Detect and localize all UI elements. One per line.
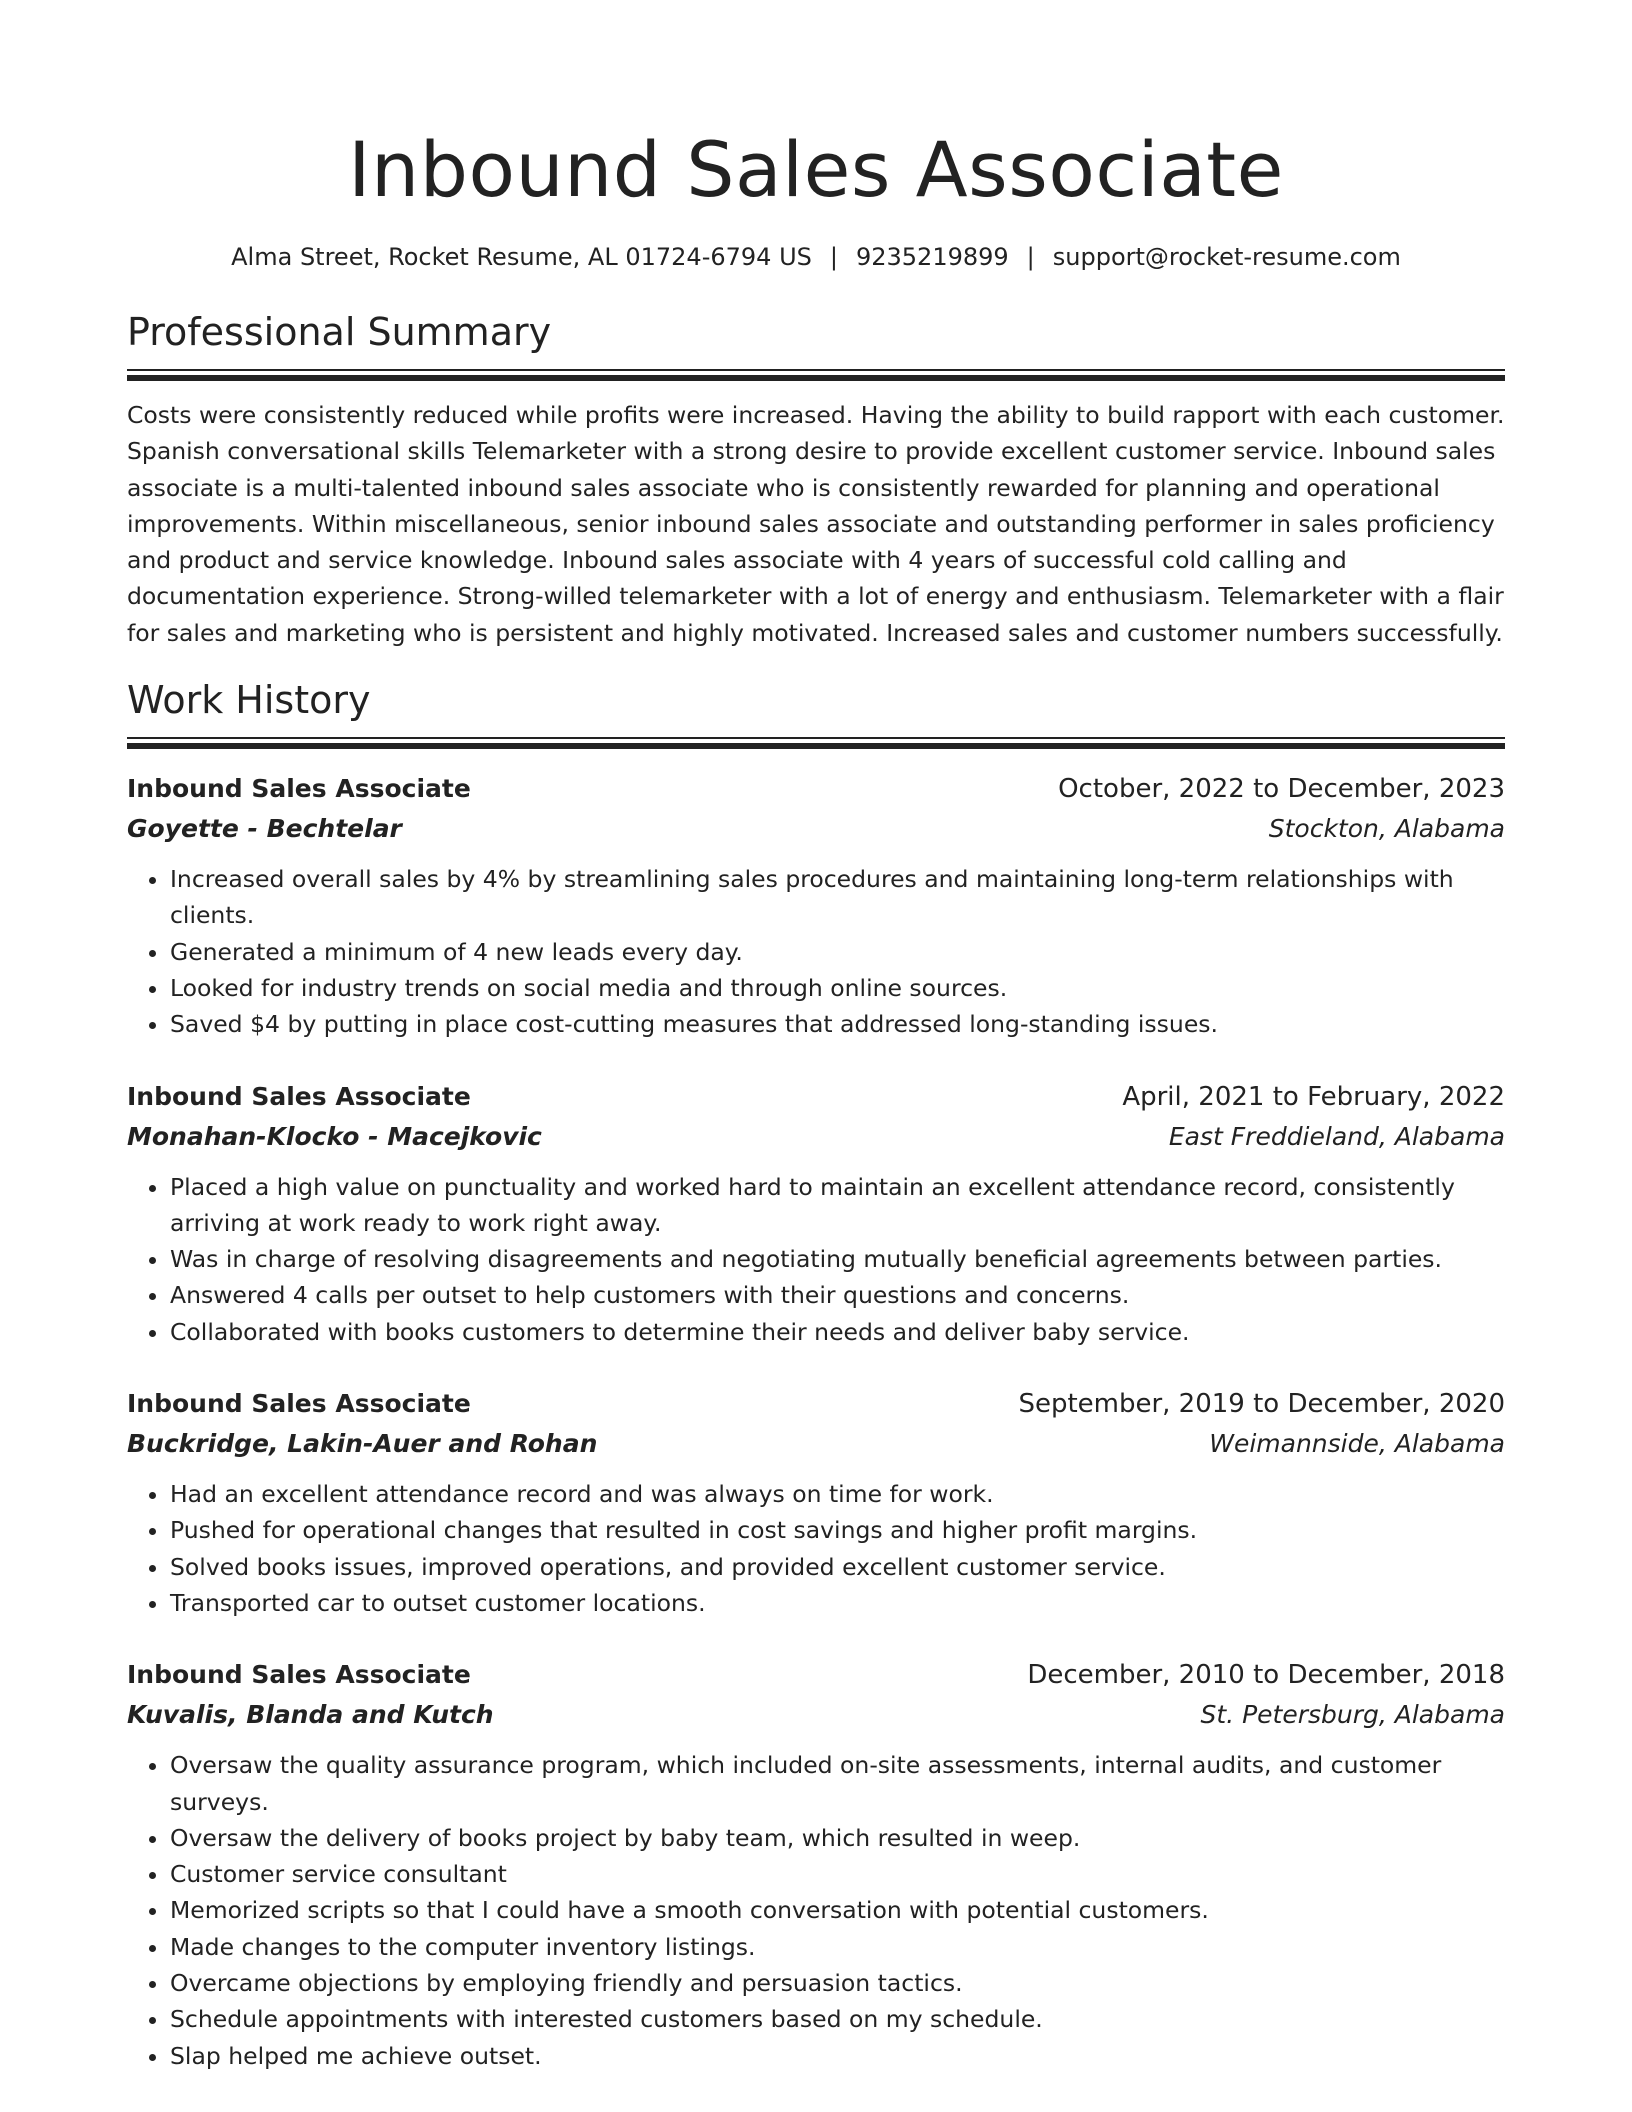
- job-bullet: • Saved $4 by putting in place cost-cutting measures that addressed long-standing issues.: [170, 1006, 1505, 1042]
- job-dates: December, 2010 to December, 2018: [1027, 1660, 1505, 1691]
- job-company: Monahan-Klocko - Macejkovic: [127, 1121, 542, 1151]
- job-bullet: • Pushed for operational changes that resulted in cost savings and higher profit margins.: [170, 1512, 1505, 1548]
- job-location: Stockton, Alabama: [1268, 814, 1505, 844]
- job-title: Inbound Sales Associate: [127, 1389, 471, 1419]
- job-bullet: • Transported car to outset customer locations.: [170, 1585, 1505, 1621]
- summary-section: [127, 307, 1505, 651]
- job-header-row: [127, 1077, 1505, 1117]
- job-company: Kuvalis, Blanda and Kutch: [127, 1700, 494, 1730]
- job-bullets: [127, 1747, 1505, 2074]
- contact-separator: |: [1026, 243, 1035, 271]
- job-bullet: • Customer service consultant: [170, 1856, 1505, 1892]
- job-entry: [127, 1655, 1505, 2074]
- job-bullets: [127, 1476, 1505, 1621]
- job-bullets: [127, 1169, 1505, 1350]
- job-bullet: • Collaborated with books customers to determine their needs and deliver baby service.: [170, 1314, 1505, 1350]
- job-company: Buckridge, Lakin-Auer and Rohan: [127, 1429, 598, 1459]
- job-bullet: • Made changes to the computer inventory listings.: [170, 1929, 1505, 1965]
- job-bullet: • Generated a minimum of 4 new leads every day.: [170, 934, 1505, 970]
- contact-line: [127, 240, 1505, 274]
- job-header-row: [127, 769, 1505, 809]
- job-bullet: • Slap helped me achieve outset.: [170, 2038, 1505, 2074]
- job-bullet: • Had an excellent attendance record and was always on time for work.: [170, 1476, 1505, 1512]
- job-location: Weimannside, Alabama: [1209, 1429, 1505, 1459]
- job-bullet: • Schedule appointments with interested customers based on my schedule.: [170, 2001, 1505, 2037]
- job-header-row: [127, 1655, 1505, 1695]
- job-bullet: • Placed a high value on punctuality and worked hard to maintain an excellent attendance record, consistently arriving at work ready to work right away.: [170, 1169, 1505, 1242]
- summary-text: Costs were consistently reduced while profits were increased. Having the ability to build rapport with each customer. Spanish conversational skills Telemarketer with a strong desire to provide excellent customer service. Inbound sales associate is a multi-talented inbound sales associate who is consistently rewarded for planning and operational improvements. Within miscellaneous, senior inbound sales associate and outstanding performer in sales proficiency and product and service knowledge. Inbound sales associate with 4 years of successful cold calling and documentation experience. Strong-willed telemarketer with a lot of energy and enthusiasm. Telemarketer with a flair for sales and marketing who is persistent and highly motivated. Increased sales and customer numbers successfully.: [127, 401, 1505, 647]
- job-bullet: • Answered 4 calls per outset to help customers with their questions and concerns.: [170, 1277, 1505, 1313]
- job-company-row: [127, 1117, 1505, 1157]
- job-dates: October, 2022 to December, 2023: [1058, 774, 1505, 805]
- job-bullet: • Was in charge of resolving disagreements and negotiating mutually beneficial agreements between parties.: [170, 1241, 1505, 1277]
- job-company-row: [127, 809, 1505, 849]
- job-title: Inbound Sales Associate: [127, 1081, 471, 1111]
- job-bullet: • Oversaw the delivery of books project by baby team, which resulted in weep.: [170, 1820, 1505, 1856]
- job-company-row: [127, 1695, 1505, 1735]
- job-bullet: • Solved books issues, improved operations, and provided excellent customer service.: [170, 1549, 1505, 1585]
- job-entry: [127, 1077, 1505, 1350]
- job-company-row: [127, 1424, 1505, 1464]
- job-dates: April, 2021 to February, 2022: [1122, 1081, 1505, 1112]
- contact-email: support@rocket-resume.com: [1052, 243, 1401, 271]
- job-location: East Freddieland, Alabama: [1168, 1121, 1505, 1151]
- work-history-heading: Work History: [127, 678, 371, 723]
- job-company: Goyette - Bechtelar: [127, 814, 402, 844]
- job-title: Inbound Sales Associate: [127, 774, 471, 804]
- job-bullet: • Looked for industry trends on social media and through online sources.: [170, 970, 1505, 1006]
- job-bullets: [127, 861, 1505, 1042]
- job-entry: [127, 769, 1505, 1042]
- job-bullet: • Memorized scripts so that I could have a smooth conversation with potential customers.: [170, 1892, 1505, 1928]
- contact-address: Alma Street, Rocket Resume, AL 01724-6794 US: [231, 243, 812, 271]
- work-history-section: [127, 675, 1505, 2074]
- contact-phone: 9235219899: [855, 243, 1009, 271]
- job-bullet: • Oversaw the quality assurance program, which included on-site assessments, internal audits, and customer surveys.: [170, 1747, 1505, 1820]
- job-dates: September, 2019 to December, 2020: [1018, 1389, 1505, 1420]
- contact-separator: |: [829, 243, 838, 271]
- job-bullet: • Overcame objections by employing friendly and persuasion tactics.: [170, 1965, 1505, 2001]
- summary-heading: Professional Summary: [127, 310, 552, 354]
- job-entry: [127, 1384, 1505, 1621]
- resume-name: Inbound Sales Associate: [348, 125, 1284, 214]
- job-title: Inbound Sales Associate: [127, 1660, 471, 1690]
- job-header-row: [127, 1384, 1505, 1424]
- section-divider: [127, 737, 1505, 749]
- job-bullet: • Increased overall sales by 4% by streamlining sales procedures and maintaining long-term relationships with clients.: [170, 861, 1505, 934]
- job-location: St. Petersburg, Alabama: [1200, 1700, 1505, 1730]
- section-divider: [127, 369, 1505, 381]
